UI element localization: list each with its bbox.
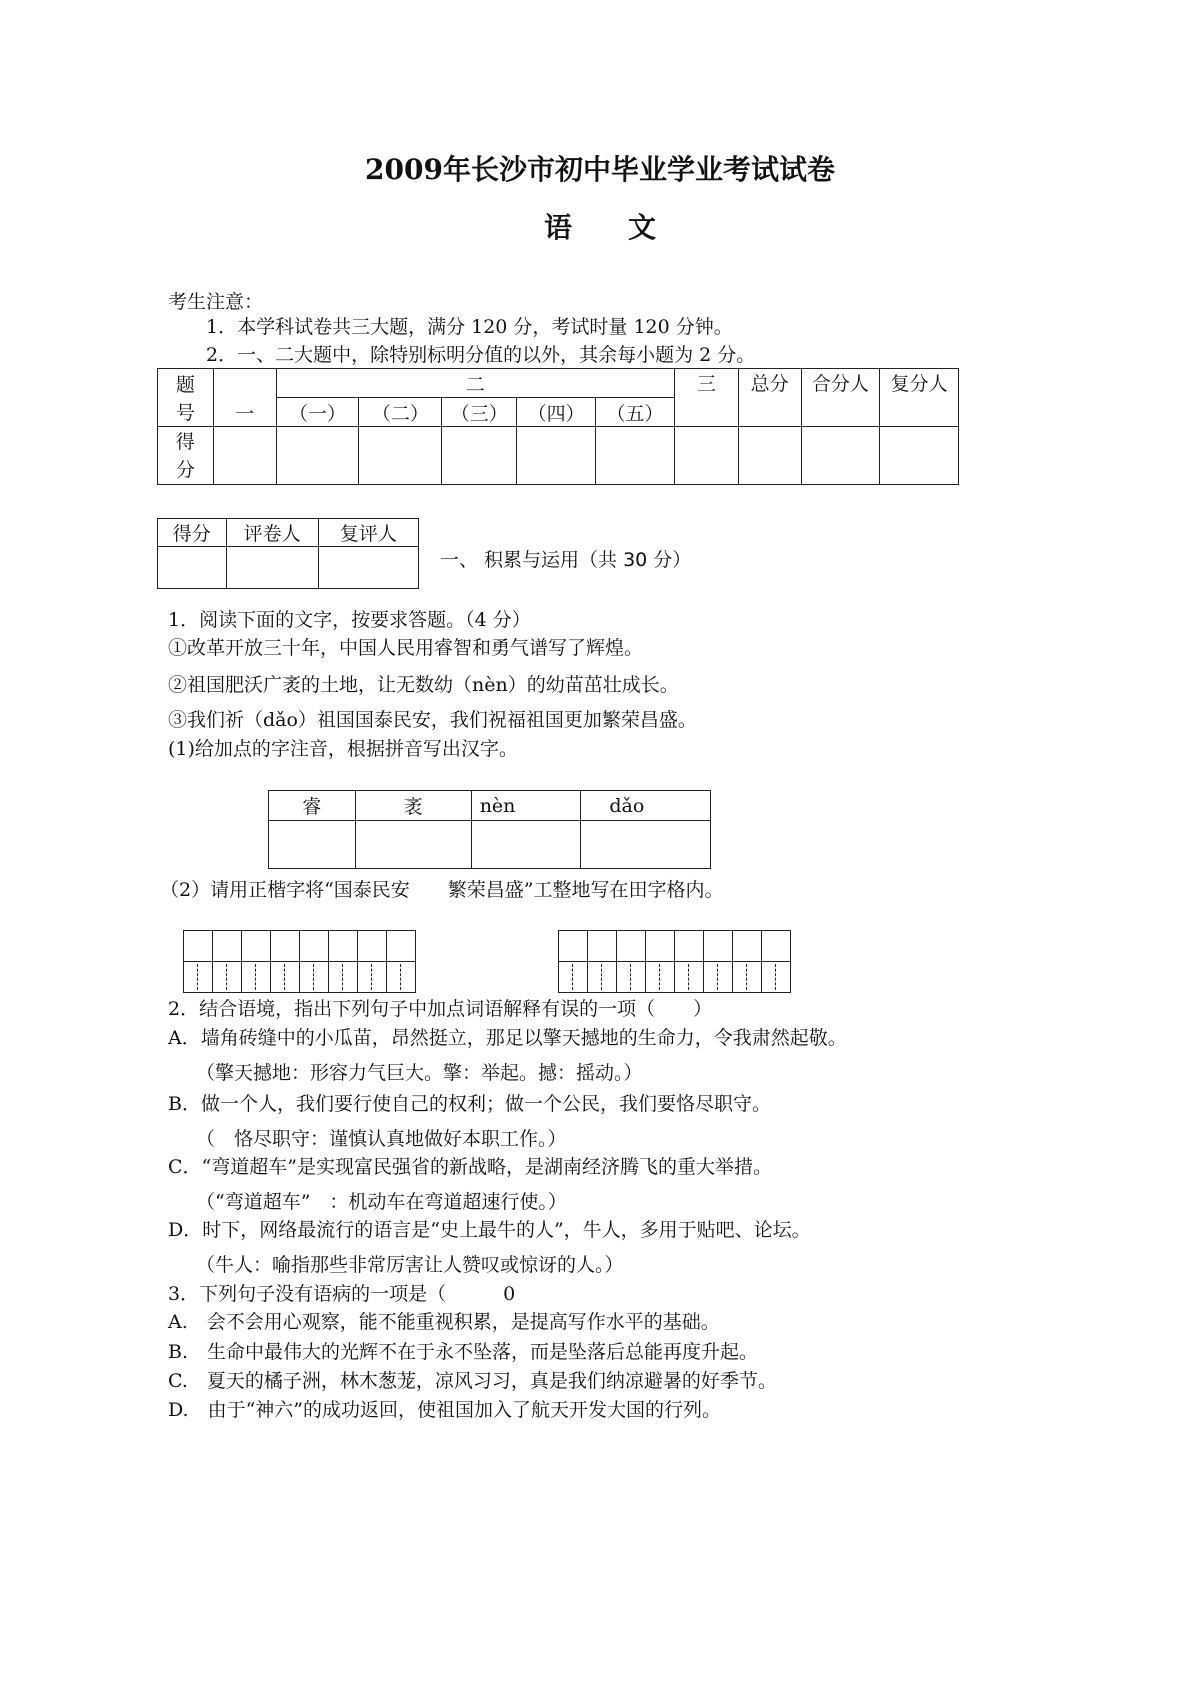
answer-cell[interactable]: [581, 821, 711, 869]
q1-part1: (1)给加点的字注音，根据拼音写出汉字。: [168, 738, 518, 760]
score-cell[interactable]: [517, 427, 596, 485]
score-cell[interactable]: [674, 427, 738, 485]
grader-table: [157, 518, 419, 589]
q3-option: A. 会不会用心观察，能不能重视积累，是提高写作水平的基础。: [168, 1311, 720, 1333]
cell-label: （三）: [442, 398, 517, 427]
cell-label: （二）: [359, 398, 442, 427]
q3-stem: 3．下列句子没有语病的一项是（ 0: [168, 1283, 516, 1305]
phonetic-table: [268, 790, 711, 869]
notice-heading: 考生注意：: [168, 291, 264, 313]
q3-option: C. 夏天的橘子洲，林木葱茏，凉风习习，真是我们纳凉避暑的好季节。: [168, 1370, 777, 1392]
cell-label: 得 分: [158, 427, 214, 485]
cell-label: 睿: [269, 791, 356, 821]
cell-label: （一）: [276, 398, 359, 427]
score-cell[interactable]: [276, 427, 359, 485]
answer-cell[interactable]: [269, 821, 356, 869]
grader-cell[interactable]: [226, 547, 318, 589]
answer-cell[interactable]: [355, 821, 471, 869]
q2-note: （牛人：喻指那些非常厉害让人赞叹或惊讶的人。）: [196, 1254, 624, 1276]
score-cell[interactable]: [359, 427, 442, 485]
cell-label: 题: [158, 369, 214, 398]
notice-item: 2．一、二大题中，除特别标明分值的以外，其余每小题为 2 分。: [206, 344, 756, 366]
cell-label: 总分: [738, 369, 801, 427]
cell-label: 三: [674, 369, 738, 427]
q3-option: D. 由于“神六”的成功返回，使祖国加入了航天开发大国的行列。: [168, 1399, 722, 1421]
tianzi-grid[interactable]: [558, 930, 791, 993]
q2-option: D．时下，网络最流行的语言是“史上最牛的人”，牛人，多用于贴吧、论坛。: [168, 1219, 811, 1241]
cell-label: dǎo: [581, 791, 711, 821]
score-cell[interactable]: [596, 427, 675, 485]
q2-option: B．做一个人，我们要行使自己的权利；做一个公民，我们要恪尽职守。: [168, 1093, 771, 1115]
cell-label: 复评人: [318, 519, 418, 547]
notice-item: 1．本学科试卷共三大题，满分 120 分，考试时量 120 分钟。: [206, 316, 733, 338]
q2-note: （擎天撼地：形容力气巨大。擎：举起。撼：摇动。）: [196, 1062, 643, 1084]
q3-option: B. 生命中最伟大的光辉不在于永不坠落，而是坠落后总能再度升起。: [168, 1341, 759, 1363]
cell-label: 复分人: [880, 369, 959, 427]
score-cell[interactable]: [442, 427, 517, 485]
q1-sentence: ①改革开放三十年，中国人民用睿智和勇气谱写了辉煌。: [168, 637, 644, 659]
grader-cell[interactable]: [158, 547, 227, 589]
subject-title: 语 文: [543, 211, 656, 244]
q2-note: （ 恪尽职守：谨慎认真地做好本职工作。）: [196, 1128, 567, 1150]
answer-cell[interactable]: [471, 821, 581, 869]
cell-label: 评卷人: [226, 519, 318, 547]
q2-option: A．墙角砖缝中的小瓜苗，昂然挺立，那足以擎天撼地的生命力，令我肃然起敬。: [168, 1027, 847, 1049]
cell-label: 一: [213, 369, 276, 427]
grader-cell[interactable]: [318, 547, 418, 589]
q1-sentence: ②祖国肥沃广袤的土地，让无数幼（nèn）的幼苗茁壮成长。: [168, 674, 679, 696]
q1-part2: （2）请用正楷字将“国泰民安 繁荣昌盛”工整地写在田字格内。: [160, 879, 724, 901]
cell-label: nèn: [471, 791, 581, 821]
cell-label: 二: [276, 369, 674, 398]
score-cell[interactable]: [801, 427, 880, 485]
cell-label: 合分人: [801, 369, 880, 427]
q2-stem: 2．结合语境，指出下列句子中加点词语解释有误的一项（ ）: [168, 998, 713, 1020]
section-title: 一、 积累与运用（共 30 分）: [440, 549, 692, 571]
score-cell[interactable]: [880, 427, 959, 485]
cell-label: 袤: [355, 791, 471, 821]
score-table: [157, 368, 959, 485]
cell-label: 得分: [158, 519, 227, 547]
score-cell[interactable]: [213, 427, 276, 485]
q2-note: （“弯道超车” ：机动车在弯道超速行使。）: [196, 1191, 567, 1213]
tianzi-grid[interactable]: [183, 930, 416, 993]
exam-title: 2009年长沙市初中毕业学业考试试卷: [365, 153, 835, 186]
score-cell[interactable]: [738, 427, 801, 485]
cell-label: （四）: [517, 398, 596, 427]
cell-label: （五）: [596, 398, 675, 427]
q1-sentence: ③我们祈（dǎo）祖国国泰民安，我们祝福祖国更加繁荣昌盛。: [168, 709, 697, 731]
q1-stem: 1．阅读下面的文字，按要求答题。（4 分）: [168, 609, 531, 631]
q2-option: C．“弯道超车”是实现富民强省的新战略，是湖南经济腾飞的重大举措。: [168, 1156, 772, 1178]
cell-label: 号: [158, 398, 214, 427]
